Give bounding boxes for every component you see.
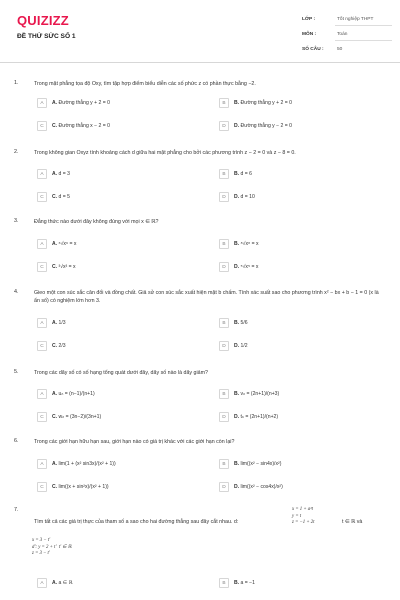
- option-letter-box: B: [219, 98, 229, 108]
- question-text: Trong các dãy số có số hạng tổng quát dưới đây, dãy số nào là dãy giảm?: [34, 370, 208, 376]
- option-text: ³√x³ = x: [58, 264, 76, 270]
- option-d[interactable]: D D. d = 10: [219, 192, 384, 203]
- question-text-tail: t ∈ ℝ và: [342, 519, 363, 525]
- meta-count-value: 50: [337, 47, 343, 52]
- option-text: lim((x² − sin4x)/x²): [240, 461, 282, 467]
- option-letter-box: C: [37, 121, 47, 131]
- option-d[interactable]: D D. tₙ = (2n+1)/(n+2): [219, 412, 384, 423]
- option-letter-box: C: [37, 341, 47, 351]
- option-a[interactable]: A A. d = 3: [37, 169, 202, 180]
- option-c[interactable]: C C. Đường thẳng x − 2 = 0: [37, 121, 202, 132]
- question-number: 1.: [14, 80, 19, 86]
- option-text: d = 3: [58, 171, 70, 177]
- option-c[interactable]: C C. 2/3: [37, 341, 202, 352]
- option-letter-box: A: [37, 459, 47, 469]
- option-letter-box: C: [37, 482, 47, 492]
- option-text: a ∈ ℝ: [58, 580, 73, 586]
- option-text: lim((x + sin²x)/(x² + 1)): [58, 484, 109, 490]
- option-c[interactable]: C C. lim((x + sin²x)/(x² + 1)): [37, 482, 202, 493]
- question-4: [14, 289, 386, 355]
- option-letter-box: A: [37, 169, 47, 179]
- meta-class-key: LỚP :: [302, 17, 316, 22]
- option-text: 2/3: [58, 343, 66, 349]
- option-letter-box: C: [37, 192, 47, 202]
- option-text: ⁶√x⁶ = x: [58, 241, 77, 247]
- option-text: d = 10: [240, 194, 255, 200]
- option-text: Đường thẳng y + 2 = 0: [240, 100, 293, 106]
- question-7: [14, 507, 386, 599]
- meta-subject: [302, 29, 392, 41]
- option-text: Đường thẳng y − 2 = 0: [240, 123, 293, 129]
- option-a[interactable]: A A. a ∈ ℝ: [37, 578, 202, 589]
- line-d-prime-system: x = 3 − t' d': y = 2 + t' t' ∈ ℝ z = 3 − t': [32, 538, 72, 556]
- option-letter-box: D: [219, 121, 229, 131]
- question-number: 6.: [14, 438, 19, 444]
- option-letter-box: C: [37, 412, 47, 422]
- option-text: Đường thẳng y + 2 = 0: [58, 100, 111, 106]
- question-6: [14, 438, 386, 498]
- question-1: [14, 80, 386, 135]
- question-text: Tìm tất cả các giá trị thực của tham số a sao cho hai đường thẳng sau đây cắt nhau. d:: [34, 519, 239, 525]
- option-b[interactable]: B B. vₙ = (2n+1)/(n+3): [219, 389, 384, 400]
- option-letter-box: B: [219, 239, 229, 249]
- option-a[interactable]: A A. Đường thẳng y + 2 = 0: [37, 98, 202, 109]
- quizizz-logo: QUIZIZZ: [17, 13, 69, 28]
- option-b[interactable]: B B. ⁸√x⁸ = x: [219, 239, 384, 250]
- question-text: Trong các giới hạn hữu hạn sau, giới hạn nào có giá trị khác với các giới hạn còn lại?: [34, 439, 235, 445]
- question-number: 3.: [14, 218, 19, 224]
- meta-count: [302, 44, 392, 56]
- option-d[interactable]: D D. lim((x² − cos4x)/x²): [219, 482, 384, 493]
- meta-count-key: SỐ CÂU :: [302, 47, 324, 52]
- meta-class: [302, 14, 392, 26]
- option-letter-box: A: [37, 98, 47, 108]
- option-text: Đường thẳng x − 2 = 0: [58, 123, 111, 129]
- option-letter-box: D: [219, 412, 229, 422]
- option-b[interactable]: B B. Đường thẳng y + 2 = 0: [219, 98, 384, 109]
- meta-class-value: Tốt nghiệp THPT: [337, 17, 374, 22]
- option-text: 1/2: [240, 343, 248, 349]
- option-letter-box: B: [219, 318, 229, 328]
- option-text: a = −1: [240, 580, 255, 586]
- question-text: Đẳng thức nào dưới đây không đúng với mọi x ∈ ℝ?: [34, 219, 159, 225]
- option-c[interactable]: C C. wₙ = (3n−2)/(3n+1): [37, 412, 202, 423]
- question-number: 4.: [14, 289, 19, 295]
- option-text: ⁸√x⁸ = x: [240, 241, 259, 247]
- option-text: d = 5: [58, 194, 70, 200]
- option-text: wₙ = (3n−2)/(3n+1): [58, 414, 102, 420]
- question-text: Gieo một con súc sắc cân đối và đồng chất. Giả sử con súc sắc xuất hiện mặt b chấm. Tính xác suất sao cho phương trình x² − bx + b − 1 = 0 (x là ẩn số) có nghiệm lớn hơn 3.: [34, 290, 379, 304]
- question-text: Trong mặt phẳng tọa độ Oxy, tìm tập hợp điểm biểu diễn các số phức z có phần thực bằng −2.: [34, 81, 256, 87]
- option-text: 1/3: [58, 320, 66, 326]
- option-text: lim((x² − cos4x)/x²): [240, 484, 283, 490]
- option-b[interactable]: B B. 5/6: [219, 318, 384, 329]
- question-number: 5.: [14, 369, 19, 375]
- option-letter-box: C: [37, 262, 47, 272]
- option-a[interactable]: A A. 1/3: [37, 318, 202, 329]
- question-text: Trong không gian Oxyz tính khoảng cách d giữa hai mặt phẳng cho bởi các phương trình z − 2 = 0 và z − 8 = 0.: [34, 150, 296, 156]
- option-a[interactable]: A A. ⁶√x⁶ = x: [37, 239, 202, 250]
- option-letter-box: D: [219, 192, 229, 202]
- option-letter-box: A: [37, 578, 47, 588]
- option-b[interactable]: B B. d = 6: [219, 169, 384, 180]
- question-number: 7.: [14, 507, 19, 513]
- option-letter-box: A: [37, 389, 47, 399]
- question-2: [14, 149, 386, 204]
- option-letter-box: B: [219, 389, 229, 399]
- question-number: 2.: [14, 149, 19, 155]
- option-letter-box: D: [219, 482, 229, 492]
- option-c[interactable]: C C. d = 5: [37, 192, 202, 203]
- option-d[interactable]: D D. Đường thẳng y − 2 = 0: [219, 121, 384, 132]
- option-letter-box: B: [219, 459, 229, 469]
- meta-subject-value: Toán: [337, 32, 348, 37]
- option-d[interactable]: D D. ⁵√x⁵ = x: [219, 262, 384, 273]
- option-letter-box: A: [37, 239, 47, 249]
- option-a[interactable]: A A. lim(1 + (x² sin3x)/(x² + 1)): [37, 459, 202, 470]
- option-letter-box: D: [219, 262, 229, 272]
- document-title: ĐỀ THỨ SỨC SỐ 1: [17, 33, 76, 40]
- option-letter-box: D: [219, 341, 229, 351]
- option-text: ⁵√x⁵ = x: [240, 264, 259, 270]
- option-c[interactable]: C C. ³√x³ = x: [37, 262, 202, 273]
- option-text: 5/6: [240, 320, 248, 326]
- meta-subject-key: MÔN :: [302, 32, 317, 37]
- option-text: tₙ = (2n+1)/(n+2): [240, 414, 279, 420]
- question-5: [14, 369, 386, 427]
- option-letter-box: A: [37, 318, 47, 328]
- option-b[interactable]: B B. lim((x² − sin4x)/x²): [219, 459, 384, 470]
- page-header: [0, 0, 400, 63]
- option-text: d = 6: [240, 171, 252, 177]
- option-text: uₙ = (n−1)/(n+1): [58, 391, 95, 397]
- option-b[interactable]: B B. a = −1: [219, 578, 384, 589]
- option-d[interactable]: D D. 1/2: [219, 341, 384, 352]
- option-text: vₙ = (2n+1)/(n+3): [240, 391, 280, 397]
- option-letter-box: B: [219, 578, 229, 588]
- line-d-system: x = 1 + a²t y = t z = −1 + 2t: [292, 507, 315, 525]
- option-a[interactable]: A A. uₙ = (n−1)/(n+1): [37, 389, 202, 400]
- option-text: lim(1 + (x² sin3x)/(x² + 1)): [58, 461, 116, 467]
- question-3: [14, 218, 386, 276]
- option-letter-box: B: [219, 169, 229, 179]
